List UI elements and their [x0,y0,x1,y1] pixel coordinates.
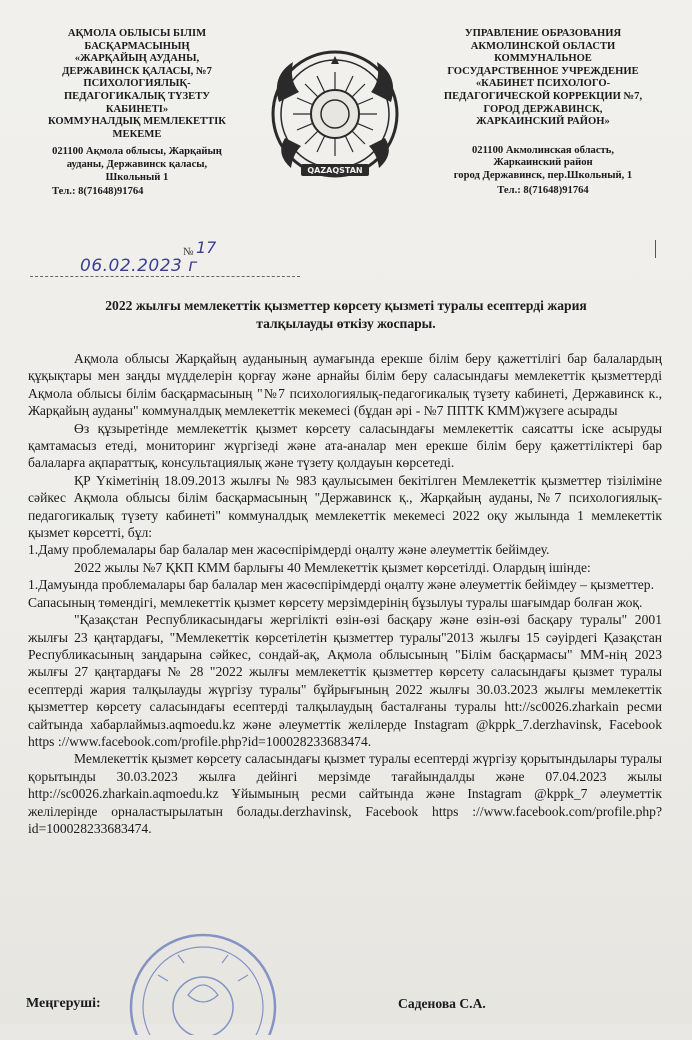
body-paragraph: Өз құзыретінде мемлекеттік қызмет көрсету саласындағы мемлекеттік саясатты іске асыруды қамтамасыз етеді, мониторинг жүргізеді және ата-аналар мен ерекше білім беру қажеттіліктері бар балаларға ақпараттық, консультациялық және түзету қолдауын көрсетеді. [28,420,662,471]
document-title [40,297,652,333]
header-right-line: «КАБИНЕТ ПСИХОЛОГО- [475,78,611,90]
header-left-kazakh [22,28,252,199]
title-line: 2022 жылғы мемлекеттік қызметтер көрсету қызметі туралы есептерді жария [105,298,587,313]
body-list-item: 1.Дамуында проблемалары бар балалар мен жасөспірімдерді оңалту және әлеуметтік бейімдеу – қызметтер. [28,577,654,593]
header-left-phone: Тел.: 8(71648)91764 [52,186,144,198]
body-paragraph: Ақмола облысы Жарқайың ауданының аумағында ерекше білім беру қажеттілігі бар балалардың құқықтары мен заңды мүдделерін қорғау және арнайы білім беру саласындағы мемлекеттік қызметтерді Ақмола облысы білім басқармасының "№7 психологиялық-педагогикалық түзету кабинеті, Державинск к., Жарқайың ауданы" коммуналдық мемлекеттік мекемесі (бұдан әрі - №7 ППТК КММ)жүзеге асырады [28,351,662,419]
header-left-line: БАСҚАРМАСЫНЫҢ [84,40,190,52]
body-paragraph: Мемлекеттік қызмет көрсету саласындағы қызмет туралы есептерді жүргізу қорытындылары туралы қорытынды 30.03.2023 жылға дейінгі мерзімде тағайындалды және 07.04.2023 жылы http://sc0026.zharkain.aqmoedu.kz Ұйымының ресми сайтында және Instagram @kppk_7 әлеуметтік желілерінде орналастырылатын болады.derzhavinsk, Facebook https ://www.facebook.com/profile.php?id=100028233683474. [28,751,662,836]
header-right-line: ЖАРКАИНСКИЙ РАЙОН» [476,116,610,128]
body-paragraph: 2022 жылы №7 ҚКП КММ барлығы 40 Мемлекеттік қызмет көрсетілді. Олардың ішінде: [74,559,591,575]
document-body [28,350,662,837]
body-paragraph: "Қазақстан Республикасындағы жергілікті өзін-өзі басқару және өзін-өзі басқару туралы" 2001 жылғы 23 қаңтардағы, "Мемлекеттік көрсетілетін қызметтер туралы"2013 жылғы 15 сәуірдегі Қазақстан Республикасының заңдарына сәйкес, сондай-ақ, Ақмола облысының "Білім басқармасы" ММ-нің 2023 жылғы 27 қаңтардағы № 28 "2022 жылғы мемлекеттік қызметтер көрсету саласындағы қызмет туралы есептерді жария талқылауды жүргізу туралы" бұйрығының 2022 жылғы 30.03.2023 жылғы мемлекеттік қызметтер көрсету саласындағы есептерді талқылаудың басталғаны туралы htt://sc0026.zharkain ресми сайтында хабарлаймыз.aqmoedu.kz және әлеуметтік желілерде Instagram @kppk_7.derzhavinsk, Facebook https ://www.facebook.com/profile.php?id=100028233683474. [28,612,662,749]
registration-date: 06.02.2023 г [80,256,198,276]
registration-line [30,276,300,277]
title-line: талқылауды өткізу жоспары. [256,316,436,331]
header-right-phone: Тел.: 8(71648)91764 [497,184,589,196]
body-paragraph: Сапасының төмендігі, мемлекеттік қызмет көрсету мерзімдерінің бұзылуы туралы шағымдар болған жоқ. [28,594,643,610]
header-right-address: город Державинск, пер.Школьный, 1 [453,169,633,181]
registration-number-label: № [183,246,194,258]
header-right-address: Жаркаинский район [493,157,593,169]
header-right-address: 021100 Акмолинская область, [471,144,615,156]
header-right-line: ГОСУДАРСТВЕННОЕ УЧРЕЖДЕНИЕ [447,65,639,77]
header-left-address: 021100 Ақмола облысы, Жарқайың [52,146,222,158]
body-list-item: 1.Даму проблемалары бар балалар мен жасөспірімдерді оңалту және әлеуметтік бейімдеу. [28,542,550,558]
header-left-line: АҚМОЛА ОБЛЫСЫ БІЛІМ [67,28,207,39]
body-paragraph: ҚР Үкіметінің 18.09.2013 жылғы № 983 қаулысымен бекітілген Мемлекеттік қызметтер тізіліміне сәйкес Ақмола облысы білім басқармасының "Державинск қ., Жарқайың ауданы,№7 психологиялық-педагогикалық түзету кабинеті" коммуналдық мемлекеттік мекемесі 2022 оқу жылында 1 мемлекеттік қызмет көрсетті, бұл: [28,472,662,541]
header-right-russian [418,28,668,197]
header-right-line: КОММУНАЛЬНОЕ [494,53,592,65]
header-right-line: УПРАВЛЕНИЕ ОБРАЗОВАНИЯ [464,28,622,39]
registration-number: 17 [196,238,217,257]
official-stamp-icon [118,925,288,1035]
margin-mark [655,240,656,258]
header-left-line: «ЖАРҚАЙЫҢ АУДАНЫ, [74,53,200,65]
header-right-line: АКМОЛИНСКОЙ ОБЛАСТИ [470,40,616,52]
header-left-line: КОММУНАЛДЫҚ МЕМЛЕКЕТТІК [48,116,226,128]
signature-title: Меңгеруші: [26,996,101,1011]
emblem-band-text: QAZAQSTAN [307,166,363,175]
header-right-line: ГОРОД ДЕРЖАВИНСК, [483,103,603,115]
header-left-line: ПСИХОЛОГИЯЛЫҚ- [83,78,191,90]
header-right-line: ПЕДАГОГИЧЕСКОЙ КОРРЕКЦИИ №7, [443,90,643,102]
header-left-address: ауданы, Державинск қаласы, [66,158,208,170]
state-emblem-icon [265,42,405,192]
header-left-address: Школьный 1 [105,171,169,183]
header-left-line: ДЕРЖАВИНСК ҚАЛАСЫ, №7 [62,65,212,77]
header-left-line: МЕКЕМЕ [112,128,162,140]
header-left-line: ПЕДАГОГИКАЛЫҚ ТҮЗЕТУ [63,90,211,102]
header-left-line: КАБИНЕТІ» [105,103,169,115]
signature-name: Саденова С.А. [398,996,486,1011]
